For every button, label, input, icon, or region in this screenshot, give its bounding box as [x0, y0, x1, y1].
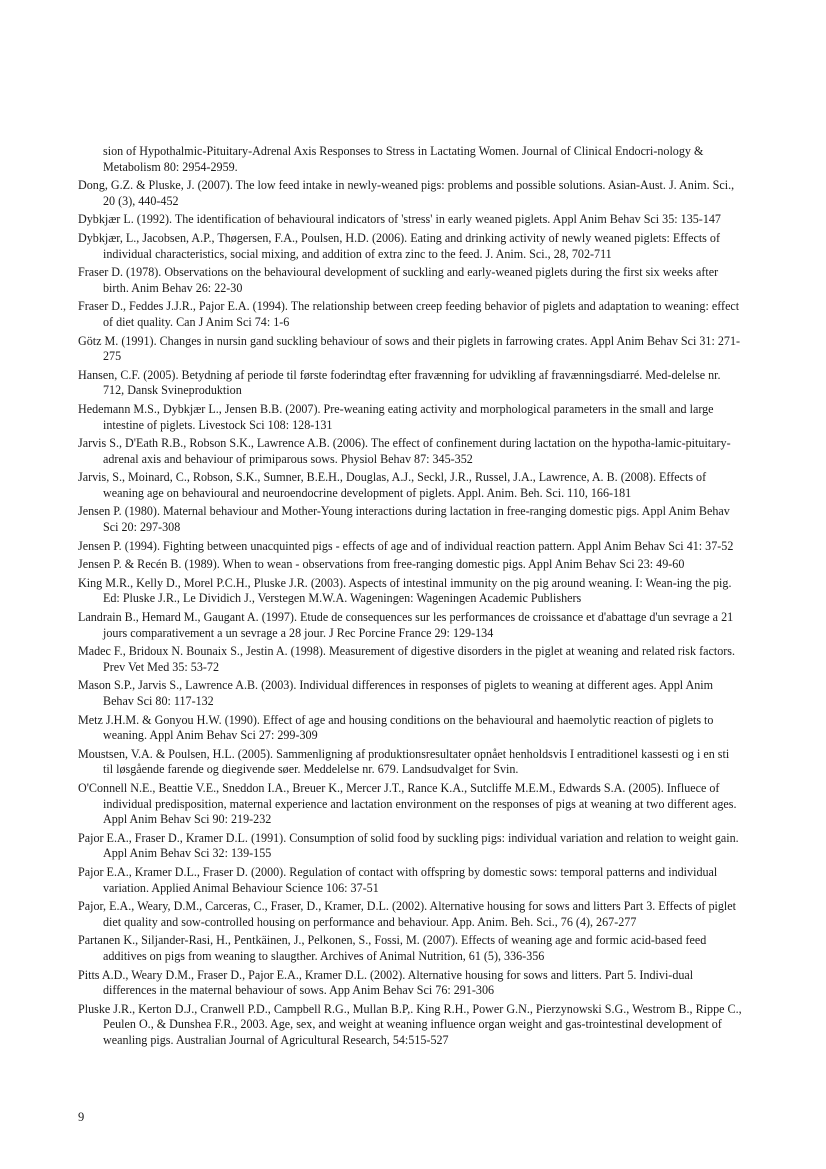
reference-entry: Jarvis S., D'Eath R.B., Robson S.K., Lawrence A.B. (2006). The effect of confinement during lactation on the hypotha-lamic-pituitary-adrenal axis and behaviour of primiparous sows. Physiol Behav 87: 345-352 [78, 436, 731, 466]
reference-entry: Mason S.P., Jarvis S., Lawrence A.B. (2003). Individual differences in responses of piglets to weaning at different ages. Appl Anim Behav Sci 80: 117-132 [78, 678, 714, 708]
reference-entry: Jarvis, S., Moinard, C., Robson, S.K., Sumner, B.E.H., Douglas, A.J., Seckl, J.R., Russel, J.A., Lawrence, A. B. (2008). Effects of weaning age on behavioural and neuroendocrine development of piglets. Appl. Anim. Beh. Sci. 110, 166-181 [78, 470, 707, 500]
reference-entry: Fraser D. (1978). Observations on the behavioural development of suckling and early-weaned piglets during the first six weeks after birth. Anim Behav 26: 22-30 [78, 265, 719, 295]
reference-entry: Dybkjær L. (1992). The identification of behavioural indicators of 'stress' in early weaned piglets. Appl Anim Behav Sci 35: 135-147 [78, 212, 721, 227]
reference-entry: Moustsen, V.A. & Poulsen, H.L. (2005). Sammenligning af produktionsresultater opnået henholdsvis I entraditionel kassesti og i en sti til løsgående farende og diegivende søer. Meddelelse nr. 679. Landsudvalget for Svin. [78, 746, 730, 777]
reference-entry: Jensen P. & Recén B. (1989). When to wean - observations from free-ranging domestic pigs. Appl Anim Behav Sci 23: 49-60 [78, 557, 685, 572]
reference-entry: Jensen P. (1994). Fighting between unacquinted pigs - effects of age and of individual reaction pattern. Appl Anim Behav Sci 41: 37-52 [78, 538, 734, 553]
reference-entry: O'Connell N.E., Beattie V.E., Sneddon I.A., Breuer K., Mercer J.T., Rance K.A., Sutcliffe M.E.M., Edwards S.A. (2005). Influece of individual predisposition, maternal experience and lactation environment on the responses of pigs at weaning at two different ages. Appl Anim Behav Sci 90: 219-232 [78, 780, 737, 827]
reference-entry: Landrain B., Hemard M., Gaugant A. (1997). Etude de consequences sur les performances de croissance et d'abattage d'un sevrage a 21 jours comparativement a un sevrage a 28 jour. J Rec Porcine France 29: 129-134 [78, 610, 734, 640]
reference-entry: sion of Hypothalmic-Pituitary-Adrenal Axis Responses to Stress in Lactating Women. Journal of Clinical Endocri-nology & Metabolism 80: 2954-2959. [103, 144, 704, 174]
reference-entry: Hansen, C.F. (2005). Betydning af periode til første foderindtag efter fravænning for udvikling af fravænningsdiarré. Med-delelse nr. 712, Dansk Svineproduktion [78, 367, 721, 398]
page-number: 9 [78, 1110, 85, 1124]
reference-entry: Fraser D., Feddes J.J.R., Pajor E.A. (1994). The relationship between creep feeding behavior of piglets and adaptation to weaning: effect of diet quality. Can J Anim Sci 74: 1-6 [78, 299, 740, 329]
reference-entry: Pitts A.D., Weary D.M., Fraser D., Pajor E.A., Kramer D.L. (2002). Alternative housing for sows and litters. Part 5. Indivi-dual differences in the maternal behaviour of sows. App Anim Behav Sci 76: 291-306 [78, 967, 694, 998]
reference-entry: Jensen P. (1980). Maternal behaviour and Mother-Young interactions during lactation in free-ranging domestic pigs. Appl Anim Behav Sci 20: 297-308 [78, 504, 730, 535]
reference-entry: Pajor E.A., Fraser D., Kramer D.L. (1991). Consumption of solid food by suckling pigs: individual variation and relation to weight gain. Appl Anim Behav Sci 32: 139-155 [78, 830, 739, 861]
reference-entry: King M.R., Kelly D., Morel P.C.H., Pluske J.R. (2003). Aspects of intestinal immunity on the pig around weaning. I: Wean-ing the pig. Ed: Pluske J.R., Le Dividich J., Verstegen M.W.A. Wageningen: Wageningen Academic Publishers [78, 575, 732, 606]
reference-entry: Dong, G.Z. & Pluske, J. (2007). The low feed intake in newly-weaned pigs: problems and possible solutions. Asian-Aust. J. Anim. Sci., 20 (3), 440-452 [78, 178, 735, 208]
reference-entry: Götz M. (1991). Changes in nursin gand suckling behaviour of sows and their piglets in farrowing crates. Appl Anim Behav Sci 31: 271-275 [78, 333, 741, 364]
reference-entry: Pajor, E.A., Weary, D.M., Carceras, C., Fraser, D., Kramer, D.L. (2002). Alternative housing for sows and litters Part 3. Effects of piglet diet quality and sow-controlled housing on performance and behaviour. App. Anim. Beh. Sci., 76 (4), 267-277 [78, 899, 736, 929]
reference-entry: Pluske J.R., Kerton D.J., Cranwell P.D., Campbell R.G., Mullan B.P,. King R.H., Power G.N., Pierzynowski S.G., Westrom B., Rippe C., Peulen O., & Dunshea F.R., 2003. Age, sex, and weight at weaning influence organ weight and gas-trointestinal development of weanling pigs. Australian Journal of Agricultural Research, 54:515-527 [78, 1001, 742, 1047]
reference-entry: Metz J.H.M. & Gonyou H.W. (1990). Effect of age and housing conditions on the behavioural and haemolytic reaction of piglets to weaning. Appl Anim Behav Sci 27: 299-309 [78, 712, 714, 743]
reference-entry: Hedemann M.S., Dybkjær L., Jensen B.B. (2007). Pre-weaning eating activity and morphological parameters in the small and large intestine of piglets. Livestock Sci 108: 128-131 [78, 401, 714, 432]
reference-entry: Partanen K., Siljander-Rasi, H., Pentkäinen, J., Pelkonen, S., Fossi, M. (2007). Effects of weaning age and formic acid-based feed additives on pigs from weaning to slaugther. Archives of Animal Nutrition, 61 (5), 336-356 [78, 933, 707, 963]
reference-entry: Dybkjær, L., Jacobsen, A.P., Thøgersen, F.A., Poulsen, H.D. (2006). Eating and drinking activity of newly weaned piglets: Effects of individual characteristics, social mixing, and addition of extra zinc to the feed. J. Anim. Sci., 28, 702-711 [78, 230, 720, 261]
reference-list [78, 144, 742, 1051]
reference-entry: Madec F., Bridoux N. Bounaix S., Jestin A. (1998). Measurement of digestive disorders in the piglet at weaning and related risk factors. Prev Vet Med 35: 53-72 [78, 644, 735, 674]
reference-entry: Pajor E.A., Kramer D.L., Fraser D. (2000). Regulation of contact with offspring by domestic sows: temporal patterns and individual variation. Applied Animal Behaviour Science 106: 37-51 [78, 864, 718, 895]
